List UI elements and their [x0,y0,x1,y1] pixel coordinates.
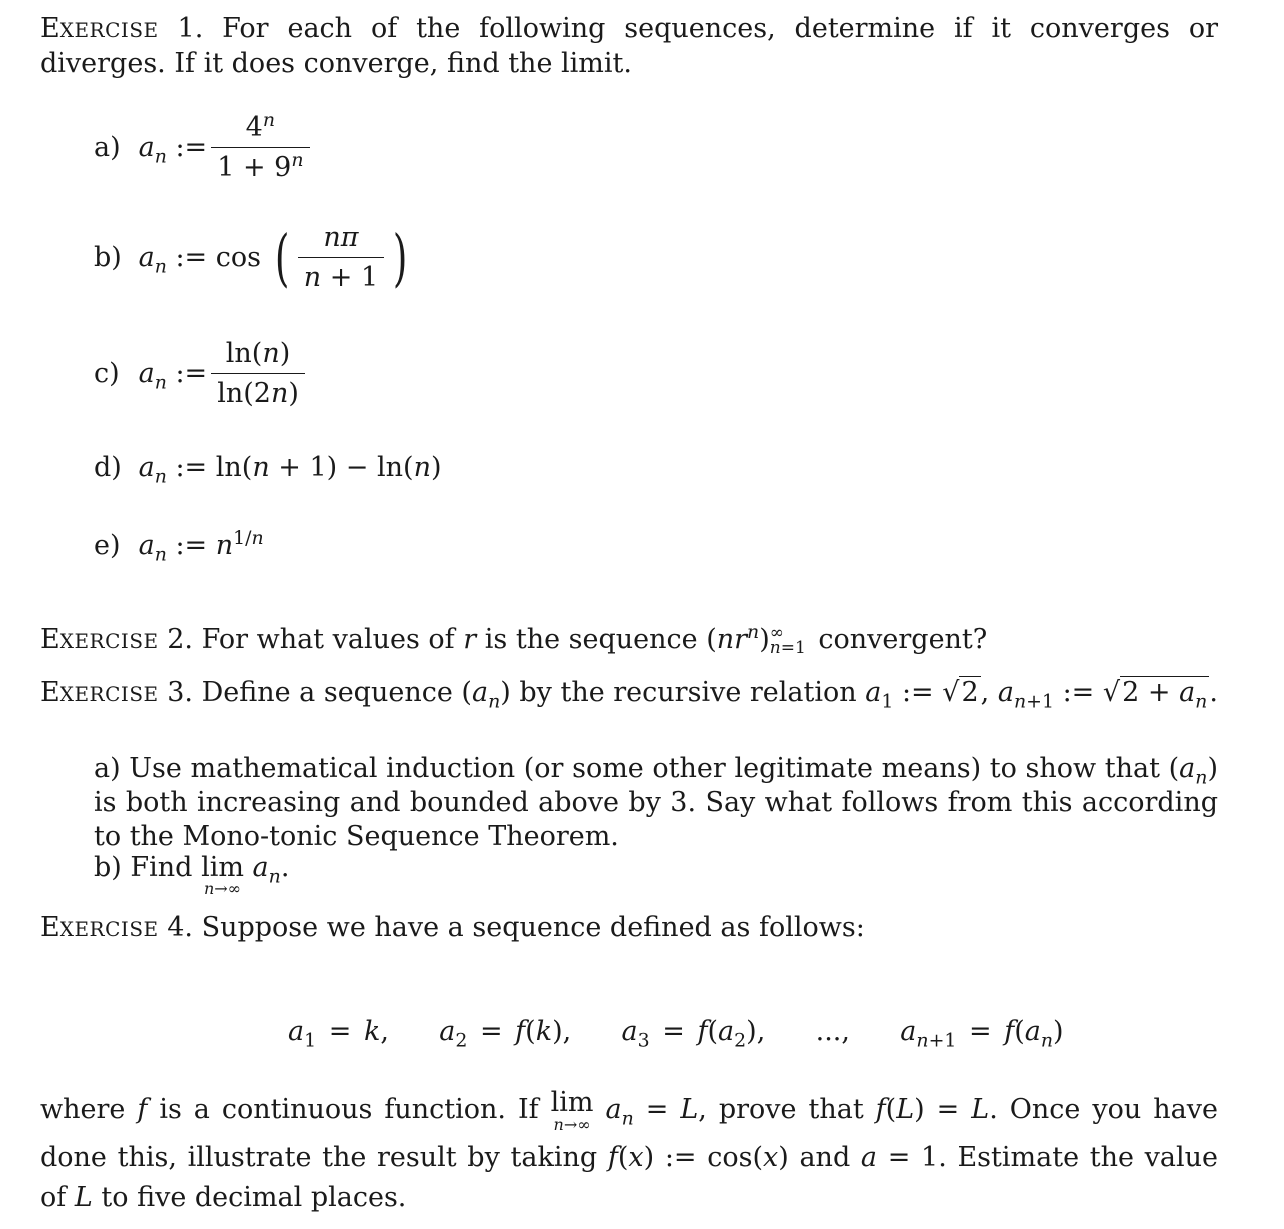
formula: $a_n$ := $\frac{\ln(n)}{\ln(2n)}$ [139,338,309,409]
item-label: a) [94,753,121,784]
formula: $a_n$ := cos ( $\frac{n\pi}{n + 1}$ ) [138,220,408,294]
exercise-1d [94,452,442,488]
exercise-4-statement: EXERCISE 4. Suppose we have a sequence defined as follows: [40,912,865,943]
formula: $a_n$ := ln(n + 1) − ln(n) [138,452,442,488]
exercise-1-heading: EXERCISE 1. [40,13,204,44]
exercise-1c [94,338,309,409]
exercise-3b: b) Find lim n→∞ $a_n$. [94,852,290,898]
exercise-1-statement [40,12,1218,81]
exercise-2-heading: EXERCISE 2. [40,624,193,655]
exercise-1a [94,109,314,183]
item-label: d) [94,452,122,483]
exercise-1b [94,222,412,293]
exercise-3-statement: EXERCISE 3. Define a sequence $(a_n)$ by the recursive relation $a_1$ := √ 2 , $a_{n+1}$ := √ $2 + a_n$ . [40,677,1218,713]
item-label: b) [94,242,122,273]
exercise-2-statement: EXERCISE 2. For what values of r is the sequence $(nr^n)$ ∞ n=1 convergent? [40,621,988,658]
exercise-3-heading: EXERCISE 3. [40,677,193,708]
exercise-3a: a) Use mathematical induction (or some other legitimate means) to show that $(a_n)$ is both increasing and bounded above by 3. Say what follows from this according to the Mono-tonic Sequence Theorem. [94,753,1218,852]
formula: $a_n$ := $\frac{4^n}{1 + 9^n}$ [139,112,314,183]
item-label: a) [94,132,121,163]
item-label: c) [94,358,120,389]
exercise-4-heading: EXERCISE 4. [40,912,193,943]
sequence-definition-equation: $a_1 = k$, $a_2 = f(k)$, $a_3 = f(a_2)$, ..., $a_{n+1} = f(a_n)$ [288,1016,1064,1052]
exercise-4-paragraph: where f is a continuous function. If lim n→∞ $a_n = L$, prove that f(L) = L. Once you have done this, illustrate the result by taking f(x) := cos(x) and a = 1. Estimate the value of L to five decimal places. [40,1087,1218,1213]
item-label: b) [94,852,122,883]
formula: $a_n$ := $n^{1/n}$ [138,527,264,566]
item-label: e) [94,530,121,561]
exercise-1e [94,527,264,566]
exercise-1-text: For each of the following sequences, determine if it converges or diverges. If it does converge, find the limit. [40,13,1218,79]
